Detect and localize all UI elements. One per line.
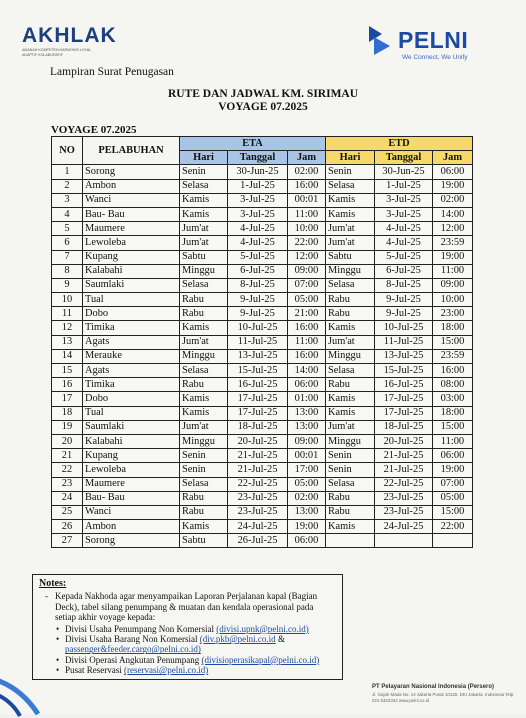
notes-intro [45,591,336,622]
table-row [52,278,473,292]
port-name-cell: Timika [83,321,180,335]
row-number-cell: 18 [52,406,83,420]
eta-time-cell: 16:00 [288,349,326,363]
eta-date-cell: 3-Jul-25 [228,193,288,207]
row-number-cell: 24 [52,491,83,505]
etd-time-cell: 23:59 [433,236,473,250]
eta-time-cell: 02:00 [288,165,326,179]
etd-day-cell: Senin [326,165,375,179]
table-row [52,165,473,179]
row-number-cell: 22 [52,463,83,477]
table-row [52,406,473,420]
eta-time-cell: 21:00 [288,307,326,321]
etd-date-cell: 23-Jul-25 [375,491,433,505]
port-name-cell: Kupang [83,250,180,264]
notes-item [65,624,336,634]
port-name-cell: Bau- Bau [83,491,180,505]
notes-item-text: Divisi Usaha Barang Non Komersial [65,634,200,645]
etd-date-cell: 15-Jul-25 [375,364,433,378]
etd-date-cell: 1-Jul-25 [375,179,433,193]
notes-item [65,655,336,665]
etd-date-cell: 4-Jul-25 [375,236,433,250]
etd-date-cell: 3-Jul-25 [375,193,433,207]
eta-time-cell: 01:00 [288,392,326,406]
eta-date-cell: 4-Jul-25 [228,222,288,236]
table-row [52,335,473,349]
eta-date-cell: 13-Jul-25 [228,349,288,363]
port-name-cell: Bau- Bau [83,207,180,221]
eta-time-cell: 09:00 [288,434,326,448]
table-row [52,207,473,221]
table-row [52,364,473,378]
table-row [52,264,473,278]
etd-time-cell: 06:00 [433,165,473,179]
etd-date-cell: 10-Jul-25 [375,321,433,335]
etd-date-cell: 30-Jun-25 [375,165,433,179]
table-row [52,250,473,264]
etd-day-cell: Kamis [326,321,375,335]
notes-item-text: Pusat Reservasi [65,665,124,676]
table-row [52,349,473,363]
eta-day-cell: Kamis [180,193,228,207]
eta-date-cell: 15-Jul-25 [228,364,288,378]
etd-time-cell: 07:00 [433,477,473,491]
document-title [0,88,526,114]
eta-date-cell: 11-Jul-25 [228,335,288,349]
row-number-cell: 11 [52,307,83,321]
column-header-eta: ETA [180,137,326,151]
schedule-table-body [52,165,473,548]
etd-date-cell: 9-Jul-25 [375,307,433,321]
etd-day-cell: Rabu [326,307,375,321]
eta-time-cell: 09:00 [288,264,326,278]
column-header-port: PELABUHAN [83,137,180,165]
title-line-2: VOYAGE 07.2025 [218,101,308,113]
etd-date-cell: 16-Jul-25 [375,378,433,392]
eta-day-cell: Selasa [180,364,228,378]
row-number-cell: 27 [52,534,83,548]
row-number-cell: 12 [52,321,83,335]
eta-day-cell: Rabu [180,307,228,321]
eta-time-header: Jam [288,151,326,165]
etd-date-cell: 17-Jul-25 [375,406,433,420]
company-footer [372,684,522,703]
eta-time-cell: 06:00 [288,378,326,392]
port-name-cell: Timika [83,378,180,392]
row-number-cell: 4 [52,207,83,221]
table-row [52,236,473,250]
eta-time-cell: 16:00 [288,321,326,335]
eta-date-cell: 22-Jul-25 [228,477,288,491]
row-number-cell: 20 [52,434,83,448]
etd-time-cell: 22:00 [433,520,473,534]
etd-time-cell: 15:00 [433,505,473,519]
port-name-cell: Tual [83,406,180,420]
email-link[interactable]: (reservasi@pelni.co.id) [124,665,209,676]
etd-day-cell: Jum'at [326,236,375,250]
etd-date-cell: 24-Jul-25 [375,520,433,534]
eta-day-cell: Senin [180,463,228,477]
row-number-cell: 16 [52,378,83,392]
eta-time-cell: 13:00 [288,420,326,434]
etd-date-cell: 23-Jul-25 [375,505,433,519]
eta-time-cell: 17:00 [288,463,326,477]
etd-date-cell: 21-Jul-25 [375,463,433,477]
port-name-cell: Kalabahi [83,264,180,278]
etd-day-cell: Kamis [326,193,375,207]
port-name-cell: Kalabahi [83,434,180,448]
etd-date-cell: 22-Jul-25 [375,477,433,491]
table-row [52,434,473,448]
row-number-cell: 2 [52,179,83,193]
notes-item-text: Divisi Usaha Penumpang Non Komersial [65,623,217,634]
etd-time-cell: 15:00 [433,335,473,349]
notes-intro-text: Kepada Nakhoda agar menyampaikan Laporan Perjalanan kapal (Bagian Deck), tabel silang penumpang & muatan dan kendala operasional pada setiap akhir voyage kepada: [55,591,318,623]
port-name-cell: Dobo [83,392,180,406]
etd-time-cell: 02:00 [433,193,473,207]
etd-day-cell: Senin [326,449,375,463]
eta-day-cell: Jum'at [180,420,228,434]
eta-date-cell: 20-Jul-25 [228,434,288,448]
pelni-tagline: We Connect, We Unify [402,54,468,61]
etd-day-cell: Rabu [326,293,375,307]
etd-time-cell: 03:00 [433,392,473,406]
etd-date-cell: 3-Jul-25 [375,207,433,221]
port-name-cell: Maumere [83,222,180,236]
etd-date-cell: 8-Jul-25 [375,278,433,292]
etd-time-cell: 19:00 [433,250,473,264]
etd-date-cell [375,534,433,548]
eta-time-cell: 02:00 [288,491,326,505]
row-number-cell: 17 [52,392,83,406]
port-name-cell: Sorong [83,534,180,548]
eta-date-cell: 21-Jul-25 [228,463,288,477]
table-row [52,179,473,193]
etd-day-cell: Jum'at [326,222,375,236]
eta-date-cell: 17-Jul-25 [228,406,288,420]
etd-date-cell: 18-Jul-25 [375,420,433,434]
eta-day-cell: Selasa [180,179,228,193]
eta-time-cell: 06:00 [288,534,326,548]
table-row [52,520,473,534]
etd-time-cell [433,534,473,548]
row-number-cell: 8 [52,264,83,278]
notes-recipient-list [39,624,336,676]
eta-date-cell: 21-Jul-25 [228,449,288,463]
etd-day-cell: Minggu [326,349,375,363]
column-header-etd: ETD [326,137,473,151]
etd-time-cell: 10:00 [433,293,473,307]
port-name-cell: Dobo [83,307,180,321]
etd-day-cell: Senin [326,463,375,477]
eta-time-cell: 12:00 [288,250,326,264]
etd-day-cell: Minggu [326,434,375,448]
port-name-cell: Lewoleba [83,463,180,477]
eta-day-cell: Kamis [180,520,228,534]
etd-time-cell: 18:00 [433,406,473,420]
eta-day-cell: Jum'at [180,236,228,250]
etd-time-cell: 19:00 [433,463,473,477]
port-name-cell: Tual [83,293,180,307]
eta-date-cell: 18-Jul-25 [228,420,288,434]
table-row [52,392,473,406]
row-number-cell: 23 [52,477,83,491]
email-link[interactable]: passenger&feeder.cargo@pelni.co.id) [65,644,201,655]
eta-time-cell: 05:00 [288,477,326,491]
eta-date-cell: 30-Jun-25 [228,165,288,179]
etd-day-cell: Jum'at [326,420,375,434]
eta-time-cell: 11:00 [288,335,326,349]
etd-day-cell: Selasa [326,364,375,378]
notes-dash: - [45,591,48,602]
eta-date-cell: 10-Jul-25 [228,321,288,335]
akhlak-logo [22,26,117,57]
eta-time-cell: 10:00 [288,222,326,236]
eta-day-cell: Rabu [180,505,228,519]
email-link[interactable]: (div.pkb@pelni.co.id [199,634,276,645]
eta-date-cell: 23-Jul-25 [228,505,288,519]
company-name: PT Pelayaran Nasional Indonesia (Persero) [372,684,495,690]
port-name-cell: Lewoleba [83,236,180,250]
akhlak-logo-text: AKHLAK [22,24,117,47]
etd-day-header: Hari [326,151,375,165]
etd-time-cell: 19:00 [433,179,473,193]
table-row [52,491,473,505]
port-name-cell: Saumlaki [83,278,180,292]
etd-date-header: Tanggal [375,151,433,165]
etd-date-cell: 20-Jul-25 [375,434,433,448]
etd-date-cell: 21-Jul-25 [375,449,433,463]
eta-date-cell: 1-Jul-25 [228,179,288,193]
eta-day-cell: Kamis [180,207,228,221]
eta-time-cell: 13:00 [288,406,326,420]
eta-day-cell: Minggu [180,434,228,448]
eta-day-cell: Minggu [180,264,228,278]
eta-day-cell: Minggu [180,349,228,363]
port-name-cell: Sorong [83,165,180,179]
etd-date-cell: 11-Jul-25 [375,335,433,349]
eta-date-cell: 5-Jul-25 [228,250,288,264]
row-number-cell: 9 [52,278,83,292]
eta-day-header: Hari [180,151,228,165]
row-number-cell: 6 [52,236,83,250]
eta-date-cell: 9-Jul-25 [228,293,288,307]
eta-time-cell: 07:00 [288,278,326,292]
eta-time-cell: 14:00 [288,364,326,378]
eta-time-cell: 05:00 [288,293,326,307]
etd-day-cell: Rabu [326,505,375,519]
eta-time-cell: 19:00 [288,520,326,534]
port-name-cell: Kupang [83,449,180,463]
etd-time-header: Jam [433,151,473,165]
table-row [52,193,473,207]
etd-day-cell: Selasa [326,179,375,193]
eta-date-cell: 17-Jul-25 [228,392,288,406]
pelni-logo-text: PELNI [398,27,469,53]
company-address: Jl. Gajah Mada No. 14 Jakarta Pusat 10130, DKI Jakarta, Indonesia Telp. 021 6334342 www.pelni.co.id [372,692,515,703]
eta-date-cell: 24-Jul-25 [228,520,288,534]
eta-day-cell: Selasa [180,477,228,491]
row-number-cell: 3 [52,193,83,207]
table-row [52,293,473,307]
table-row [52,449,473,463]
notes-box [32,574,343,680]
eta-time-cell: 13:00 [288,505,326,519]
etd-day-cell: Kamis [326,392,375,406]
table-row [52,222,473,236]
eta-date-cell: 16-Jul-25 [228,378,288,392]
pelni-logo-icon [366,24,396,56]
row-number-cell: 26 [52,520,83,534]
eta-day-cell: Kamis [180,406,228,420]
title-line-1: RUTE DAN JADWAL KM. SIRIMAU [167,88,359,100]
etd-date-cell: 13-Jul-25 [375,349,433,363]
notes-title: Notes: [39,578,67,589]
voyage-label: VOYAGE 07.2025 [51,124,137,136]
etd-time-cell: 11:00 [433,264,473,278]
eta-date-cell: 26-Jul-25 [228,534,288,548]
eta-time-cell: 22:00 [288,236,326,250]
etd-date-cell: 9-Jul-25 [375,293,433,307]
row-number-cell: 19 [52,420,83,434]
eta-day-cell: Rabu [180,491,228,505]
port-name-cell: Merauke [83,349,180,363]
footer-wave-decoration [0,668,60,718]
eta-day-cell: Kamis [180,321,228,335]
etd-time-cell: 06:00 [433,449,473,463]
table-row [52,378,473,392]
notes-item [65,634,336,655]
etd-time-cell: 09:00 [433,278,473,292]
etd-day-cell: Kamis [326,207,375,221]
eta-day-cell: Senin [180,165,228,179]
eta-day-cell: Kamis [180,392,228,406]
port-name-cell: Wanci [83,193,180,207]
port-name-cell: Agats [83,364,180,378]
row-number-cell: 21 [52,449,83,463]
etd-day-cell: Minggu [326,264,375,278]
port-name-cell: Maumere [83,477,180,491]
port-name-cell: Wanci [83,505,180,519]
eta-time-cell: 11:00 [288,207,326,221]
table-row [52,307,473,321]
eta-date-cell: 3-Jul-25 [228,207,288,221]
etd-date-cell: 6-Jul-25 [375,264,433,278]
etd-time-cell: 15:00 [433,420,473,434]
port-name-cell: Saumlaki [83,420,180,434]
port-name-cell: Ambon [83,179,180,193]
port-name-cell: Ambon [83,520,180,534]
row-number-cell: 5 [52,222,83,236]
eta-day-cell: Rabu [180,378,228,392]
table-row [52,477,473,491]
column-header-no: NO [52,137,83,165]
row-number-cell: 14 [52,349,83,363]
etd-day-cell: Sabtu [326,250,375,264]
eta-date-header: Tanggal [228,151,288,165]
email-link[interactable]: (divisi.upnk@pelni.co.id) [216,623,309,634]
etd-time-cell: 11:00 [433,434,473,448]
attachment-label: Lampiran Surat Penugasan [50,66,174,78]
etd-time-cell: 05:00 [433,491,473,505]
etd-day-cell [326,534,375,548]
eta-date-cell: 4-Jul-25 [228,236,288,250]
eta-date-cell: 6-Jul-25 [228,264,288,278]
row-number-cell: 1 [52,165,83,179]
etd-day-cell: Selasa [326,278,375,292]
notes-item-separator: & [275,634,285,645]
row-number-cell: 10 [52,293,83,307]
row-number-cell: 15 [52,364,83,378]
row-number-cell: 25 [52,505,83,519]
eta-day-cell: Rabu [180,293,228,307]
eta-day-cell: Jum'at [180,335,228,349]
etd-day-cell: Rabu [326,491,375,505]
port-name-cell: Agats [83,335,180,349]
etd-date-cell: 5-Jul-25 [375,250,433,264]
eta-date-cell: 23-Jul-25 [228,491,288,505]
notes-item-text: Divisi Operasi Angkutan Penumpang [65,654,202,665]
etd-day-cell: Kamis [326,520,375,534]
etd-time-cell: 23:59 [433,349,473,363]
notes-item [65,665,336,675]
etd-day-cell: Rabu [326,378,375,392]
eta-day-cell: Sabtu [180,534,228,548]
eta-date-cell: 9-Jul-25 [228,307,288,321]
etd-time-cell: 23:00 [433,307,473,321]
etd-day-cell: Kamis [326,406,375,420]
pelni-logo [366,24,506,64]
row-number-cell: 13 [52,335,83,349]
etd-date-cell: 4-Jul-25 [375,222,433,236]
etd-time-cell: 08:00 [433,378,473,392]
eta-day-cell: Selasa [180,278,228,292]
akhlak-logo-subtext: AMANAH KOMPETEN HARMONIS LOYAL ADAPTIF KOLABORATIF [22,48,92,57]
etd-day-cell: Jum'at [326,335,375,349]
etd-time-cell: 18:00 [433,321,473,335]
eta-day-cell: Jum'at [180,222,228,236]
etd-time-cell: 12:00 [433,222,473,236]
row-number-cell: 7 [52,250,83,264]
eta-time-cell: 00:01 [288,193,326,207]
eta-time-cell: 00:01 [288,449,326,463]
eta-day-cell: Senin [180,449,228,463]
etd-time-cell: 14:00 [433,207,473,221]
eta-day-cell: Sabtu [180,250,228,264]
etd-day-cell: Selasa [326,477,375,491]
etd-date-cell: 17-Jul-25 [375,392,433,406]
eta-time-cell: 16:00 [288,179,326,193]
table-row [52,321,473,335]
eta-date-cell: 8-Jul-25 [228,278,288,292]
table-row [52,463,473,477]
etd-time-cell: 16:00 [433,364,473,378]
table-row [52,420,473,434]
schedule-table [51,136,473,548]
table-row [52,505,473,519]
email-link[interactable]: (divisioperasikapal@pelni.co.id) [201,654,320,665]
table-row [52,534,473,548]
